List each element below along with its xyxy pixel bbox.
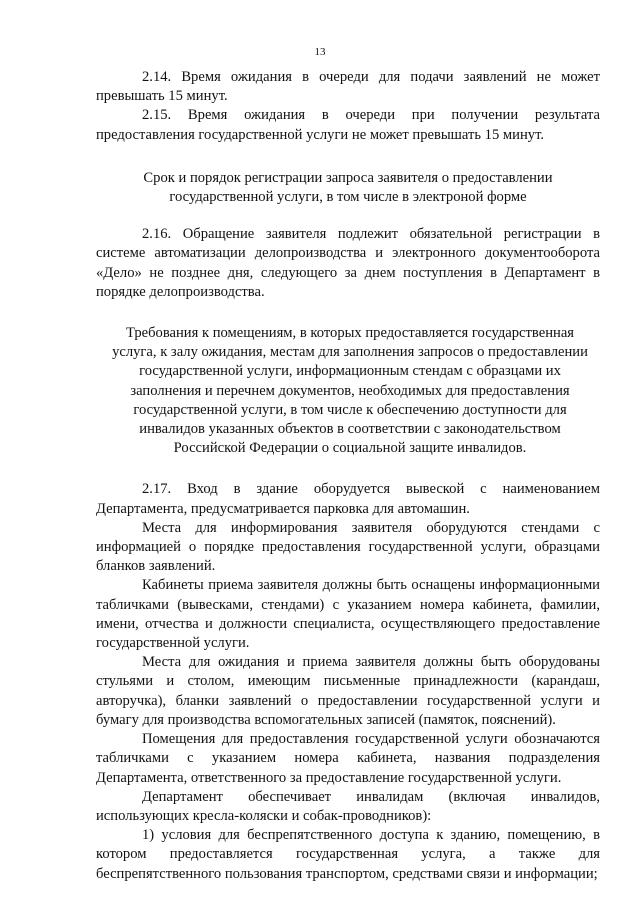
page-number: 13 [314,46,326,58]
paragraph-premises-signs: Помещения для предоставления государственной услуги обозначаются табличками с указанием номера кабинета, названия подразделения Департамента, ответственного за предоставление государственной услуги. [96,731,600,786]
paragraph-2-16: 2.16. Обращение заявителя подлежит обязательной регистрации в системе автоматизации делопроизводства и электронного документооборота «Дело» не позднее дня, следующего за днем поступления в Департамент в порядке делопроизводства. [96,226,600,300]
spacer [96,302,600,324]
section-heading-premises: Требования к помещениям, в которых предоставляется государственная услуга, к залу ожидания, местам для заполнения запросов о предоставлении государственной услуги, информационным стендам с образцами их заполнения и перечнем документов, необходимых для предоставления государственной услуги, в том числе к обеспечению доступности для инвалидов указанных объектов в соответствии с законодательством Российской Федерации о социальной защите инвалидов. [112,325,588,457]
section-heading-premises-block [106,324,594,458]
paragraph-reception-offices: Кабинеты приема заявителя должны быть оснащены информационными табличками (вывесками, стендами) с указанием номера кабинета, фамилии, имени, отчества и должности специалиста, осуществляющего предоставление государственной услуги. [96,577,600,652]
paragraph-information-places: Места для информирования заявителя оборудуются стендами с информацией о порядке предоставления государственной услуги, образцами бланков заявлений. [96,519,600,575]
paragraph-2-14: 2.14. Время ожидания в очереди для подачи заявлений не может превышать 15 минут. [96,69,600,105]
document-body [96,68,600,884]
paragraph-disability-access: Департамент обеспечивает инвалидам (включая инвалидов, использующих кресла-коляски и собак-проводников): [96,788,600,824]
spacer [96,207,600,225]
paragraph-2-17: 2.17. Вход в здание оборудуется вывеской с наименованием Департамента, предусматривается парковка для автомашин. [96,481,600,517]
spacer [96,145,600,169]
paragraph-condition-1: 1) условия для беспрепятственного доступа к зданию, помещению, в котором предоставляется государственная услуга, а также для беспрепятственного пользования транспортом, средствами связи и информации; [96,827,600,882]
section-heading-registration: Срок и порядок регистрации запроса заявителя о предоставлении государственной услуги, в том числе в электроной форме [143,169,553,206]
paragraph-2-15: 2.15. Время ожидания в очереди при получении результата предоставления государственной услуги не может превышать 15 минут. [96,107,600,143]
paragraph-waiting-places: Места для ожидания и приема заявителя должны быть оборудованы стульями и столом, имеющим письменные принадлежности (карандаш, авторучка), бланки заявлений о предоставлении государственной услуги и бумагу для производства вспомогательных записей (памяток, пояснений). [96,654,600,728]
spacer [96,458,600,480]
